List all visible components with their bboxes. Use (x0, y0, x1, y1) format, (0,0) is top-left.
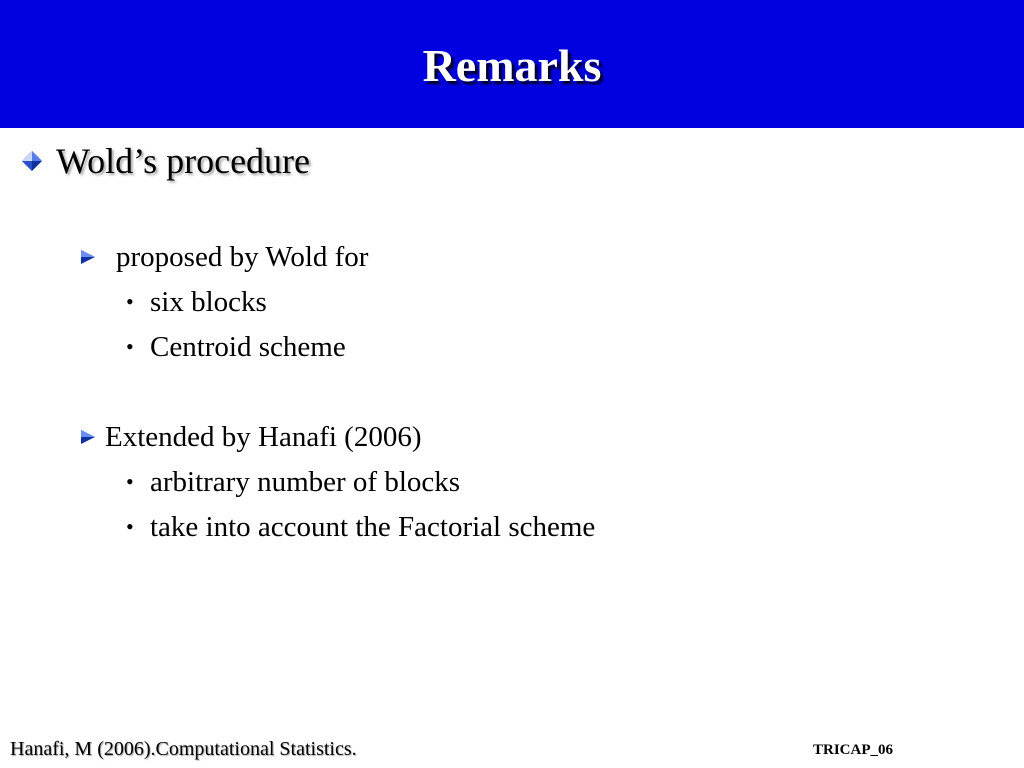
list-item (126, 284, 267, 320)
heading-bullet (22, 138, 310, 184)
section-1-bullet (80, 239, 368, 275)
list-item (126, 509, 595, 545)
list-item-text: take into account the Factorial scheme (150, 511, 596, 543)
footer-citation: Hanafi, M (2006).Computational Statistics. (10, 738, 357, 760)
section-2-bullet (80, 419, 421, 455)
arrow-bullet-icon (80, 429, 96, 445)
sub-bullet-dot: • (126, 334, 134, 359)
list-item (126, 464, 460, 500)
sub-bullet-dot: • (126, 289, 134, 314)
heading-text: Wold’s procedure (56, 141, 311, 181)
slide-header (0, 0, 1024, 128)
list-item-text: six blocks (150, 286, 267, 318)
sub-bullet-dot: • (126, 514, 134, 539)
sub-bullet-dot: • (126, 469, 134, 494)
list-item-text: arbitrary number of blocks (150, 466, 461, 498)
diamond-bullet-icon (22, 151, 42, 171)
list-item-text: Centroid scheme (150, 331, 346, 363)
footer-slide-id: TRICAP_06 (813, 742, 894, 758)
section-2-text: Extended by Hanafi (2006) (105, 421, 422, 453)
section-1-text: proposed by Wold for (116, 241, 369, 273)
arrow-bullet-icon (80, 249, 96, 265)
list-item (126, 329, 346, 365)
slide-title: Remarks (422, 40, 602, 91)
